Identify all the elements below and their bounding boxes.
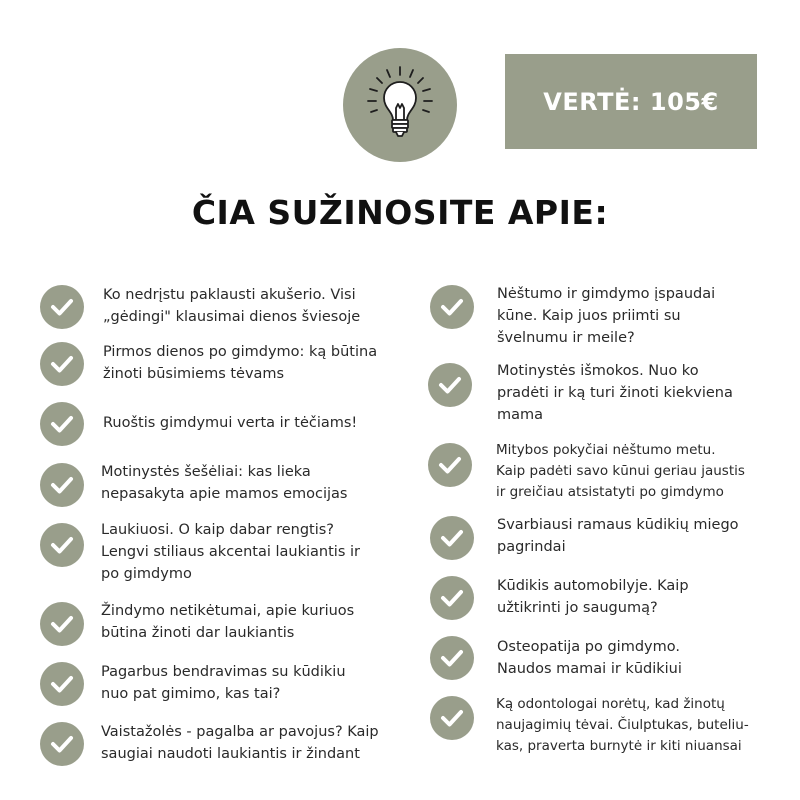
list-item-line: Žindymo netikėtumai, apie kuriuos — [101, 603, 355, 619]
price-label: VERTĖ: 105€ — [543, 87, 719, 116]
list-item — [101, 600, 354, 644]
list-item-line: po gimdymo — [101, 566, 192, 582]
list-item — [496, 694, 749, 757]
price-badge — [505, 54, 757, 149]
list-item-line: kūne. Kaip juos priimti su — [497, 308, 681, 324]
check-icon — [430, 636, 474, 680]
check-icon — [428, 363, 472, 407]
check-icon — [40, 285, 84, 329]
list-item — [103, 284, 360, 328]
list-item — [103, 412, 357, 434]
check-icon — [40, 523, 84, 567]
list-item — [497, 636, 682, 680]
list-item-line: Motinystės šešėliai: kas lieka — [101, 464, 311, 480]
list-item — [103, 341, 377, 385]
check-icon — [430, 576, 474, 620]
list-item — [497, 514, 739, 558]
list-item-line: naujagimių tėvai. Čiulptukas, buteliu- — [496, 717, 749, 733]
list-item-line: Pagarbus bendravimas su kūdikiu — [101, 664, 346, 680]
list-item-line: Mitybos pokyčiai nėštumo metu. — [496, 442, 716, 458]
list-item-line: Svarbiausi ramaus kūdikių miego — [497, 517, 739, 533]
list-item-line: Kūdikis automobilyje. Kaip — [497, 578, 689, 594]
list-item-line: Ką odontologai norėtų, kad žinotų — [496, 696, 725, 712]
check-icon — [40, 602, 84, 646]
lightbulb-icon — [343, 48, 457, 162]
list-item-line: pradėti ir ką turi žinoti kiekviena — [497, 385, 733, 401]
list-item-line: „gėdingi" klausimai dienos šviesoje — [103, 309, 361, 325]
list-item — [101, 721, 379, 765]
check-icon — [430, 285, 474, 329]
list-item-line: Naudos mamai ir kūdikiui — [497, 661, 682, 677]
list-item-line: nepasakyta apie mamos emocijas — [101, 486, 348, 502]
check-icon — [40, 463, 84, 507]
list-item-line: ir greičiau atsistatyti po gimdymo — [496, 484, 724, 500]
list-item-line: saugiai naudoti laukiantis ir žindant — [101, 746, 360, 762]
list-item-line: Nėštumo ir gimdymo įspaudai — [497, 286, 716, 302]
list-item — [497, 283, 715, 349]
list-item-line: Ruoštis gimdymui verta ir tėčiams! — [103, 415, 358, 431]
check-icon — [40, 342, 84, 386]
list-item — [101, 461, 348, 505]
list-item-line: mama — [497, 407, 544, 423]
list-item-line: Lengvi stiliaus akcentai laukiantis ir — [101, 544, 360, 560]
check-icon — [40, 402, 84, 446]
check-icon — [430, 696, 474, 740]
list-item-line: Ko nedrįstu paklausti akušerio. Visi — [103, 287, 356, 303]
list-item — [496, 440, 745, 503]
list-item — [101, 519, 360, 585]
list-item-line: užtikrinti jo saugumą? — [497, 600, 658, 616]
check-icon — [40, 662, 84, 706]
list-item-line: Kaip padėti savo kūnui geriau jaustis — [496, 463, 745, 479]
list-item-line: žinoti būsimiems tėvams — [103, 366, 285, 382]
lightbulb-badge — [343, 48, 457, 162]
check-icon — [430, 516, 474, 560]
check-icon — [428, 443, 472, 487]
list-item — [497, 360, 733, 426]
check-icon — [40, 722, 84, 766]
list-item — [497, 575, 689, 619]
list-item-line: kas, praverta burnytė ir kiti niuansai — [496, 738, 742, 754]
page-title: ČIA SUŽINOSITE APIE: — [191, 193, 609, 232]
list-item-line: Laukiuosi. O kaip dabar rengtis? — [101, 522, 335, 538]
list-item — [101, 661, 346, 705]
list-item-line: nuo pat gimimo, kas tai? — [101, 686, 281, 702]
list-item-line: švelnumu ir meile? — [497, 330, 635, 346]
list-item-line: būtina žinoti dar laukiantis — [101, 625, 295, 641]
list-item-line: Pirmos dienos po gimdymo: ką būtina — [103, 344, 378, 360]
list-item-line: Motinystės išmokos. Nuo ko — [497, 363, 699, 379]
list-item-line: Osteopatija po gimdymo. — [497, 639, 680, 655]
list-item-line: Vaistažolės - pagalba ar pavojus? Kaip — [101, 724, 379, 740]
list-item-line: pagrindai — [497, 539, 566, 555]
